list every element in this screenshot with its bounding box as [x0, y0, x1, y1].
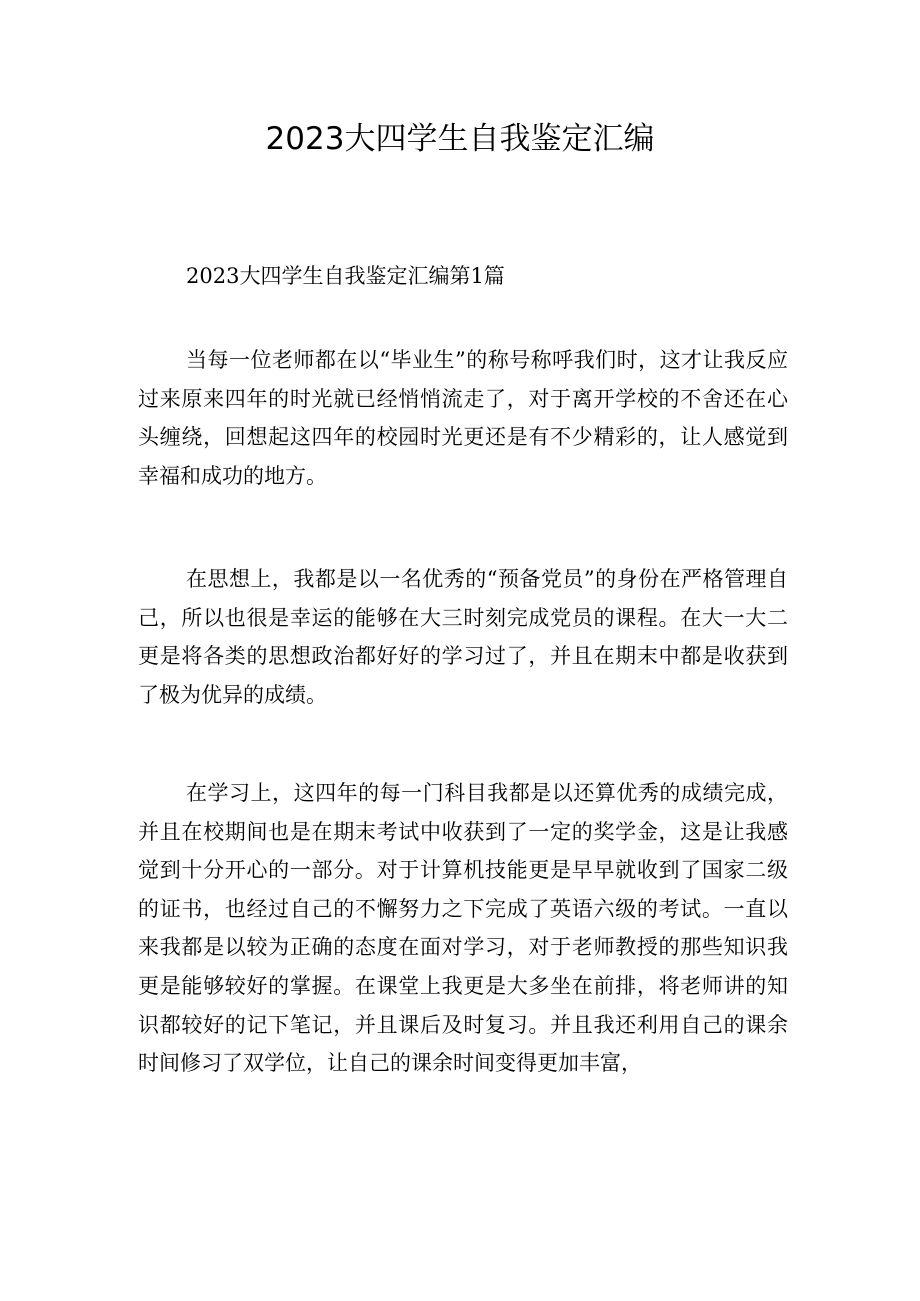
paragraph-3: 在学习上，这四年的每一门科目我都是以还算优秀的成绩完成，并且在校期间也是在期末考试中收获到了一定的奖学金，这是让我感觉到十分开心的一部分。对于计算机技能更是早早就收到了国家二级的证书，也经过自己的不懈努力之下完成了英语六级的考试。一直以来我都是以较为正确的态度在面对学习，对于老师教授的那些知识我更是能够较好的掌握。在课堂上我更是大多坐在前排，将老师讲的知识都较好的记下笔记，并且课后及时复习。并且我还利用自己的课余时间修习了双学位，让自己的课余时间变得更加丰富，: [138, 781, 788, 1076]
document-title: 2023大四学生自我鉴定汇编: [265, 121, 655, 157]
paragraph-2: 在思想上，我都是以一名优秀的“预备党员”的身份在严格管理自己，所以也很是幸运的能够在大三时刻完成党员的课程。在大一大二更是将各类的思想政治都好好的学习过了，并且在期末中都是收获到了极为优异的成绩。: [138, 567, 788, 707]
section-heading: 2023大四学生自我鉴定汇编第1篇: [186, 264, 505, 288]
paragraph-1: 当每一位老师都在以“毕业生”的称号称呼我们时，这才让我反应过来原来四年的时光就已经悄悄流走了，对于离开学校的不舍还在心头缠绕，回想起这四年的校园时光更还是有不少精彩的，让人感觉到幸福和成功的地方。: [138, 348, 788, 488]
